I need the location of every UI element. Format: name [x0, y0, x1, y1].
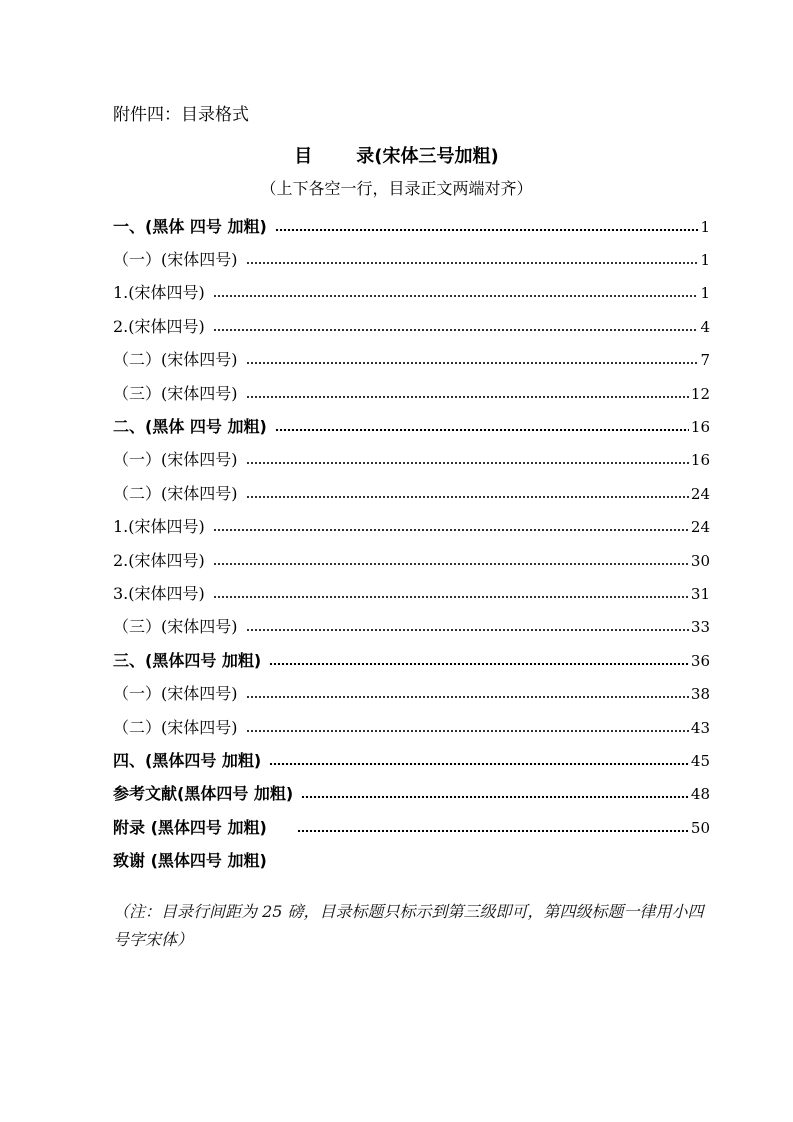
- toc-dot-leader: [213, 295, 699, 297]
- toc-page-number: 1: [700, 251, 710, 270]
- toc-entry: [113, 410, 710, 443]
- toc-entry-label: 2.(宋体四号): [113, 550, 205, 570]
- toc-entry-label: （二）(宋体四号): [113, 717, 238, 737]
- toc-entry-label: 1.(宋体四号): [113, 283, 205, 303]
- toc-entry: [113, 577, 710, 610]
- toc-dot-leader: [269, 663, 689, 665]
- toc-page-number: 30: [690, 551, 710, 570]
- toc-entry-label: 二、(黑体 四号 加粗): [113, 417, 267, 437]
- toc-dot-leader: [246, 262, 699, 264]
- toc-entry-label: （三）(宋体四号): [113, 617, 238, 637]
- toc-entry-label: （一）(宋体四号): [113, 684, 238, 704]
- toc-entry-label: 三、(黑体四号 加粗): [113, 650, 262, 670]
- attachment-title: 附件四：目录格式: [113, 105, 249, 125]
- toc-page-number: 12: [690, 384, 710, 403]
- toc-entry-label: 四、(黑体四号 加粗): [113, 750, 262, 770]
- toc-entry: [113, 744, 710, 777]
- toc-dot-leader: [246, 396, 689, 398]
- toc-entry: [113, 677, 710, 710]
- toc-subtitle: （上下各空一行，目录正文两端对齐）: [260, 179, 533, 198]
- toc-page-number: 7: [700, 351, 710, 370]
- toc-dot-leader: [246, 629, 689, 631]
- toc-dot-leader: [297, 830, 689, 832]
- toc-entry: [113, 210, 710, 243]
- toc-entry: [113, 711, 710, 744]
- toc-entry: [113, 844, 710, 877]
- toc-entry-label: 附录 (黑体四号 加粗): [113, 817, 267, 837]
- toc-page-number: 4: [700, 317, 710, 336]
- toc-entry-label: （二）(宋体四号): [113, 483, 238, 503]
- toc-entry: [113, 243, 710, 276]
- toc-page-number: 1: [700, 217, 710, 236]
- toc-page-number: 50: [690, 818, 710, 837]
- toc-entry: [113, 477, 710, 510]
- toc-entry-label: 1.(宋体四号): [113, 517, 205, 537]
- toc-entry-label: （一）(宋体四号): [113, 250, 238, 270]
- toc-dot-leader: [269, 763, 689, 765]
- toc-entry: [113, 778, 710, 811]
- toc-dot-leader: [246, 462, 689, 464]
- toc-dot-leader: [213, 596, 689, 598]
- toc-page-number: 16: [690, 418, 710, 437]
- toc-page-number: 43: [690, 718, 710, 737]
- format-note: （注：目录行间距为 25 磅，目录标题只标示到第三级即可，第四级标题一律用小四号字宋体）: [113, 902, 704, 949]
- toc-dot-leader: [213, 529, 689, 531]
- toc-dot-leader: [246, 730, 689, 732]
- toc-entry: [113, 310, 710, 343]
- toc-dot-leader: [246, 696, 689, 698]
- toc-dot-leader: [275, 229, 699, 231]
- toc-entry: [113, 377, 710, 410]
- toc-entry: [113, 444, 710, 477]
- toc-entry-label: 2.(宋体四号): [113, 316, 205, 336]
- toc-title-right: 录(宋体三号加粗): [356, 146, 499, 167]
- toc-page-number: 24: [690, 484, 710, 503]
- toc-page-number: 45: [690, 751, 710, 770]
- toc-page-number: 1: [700, 284, 710, 303]
- toc-page-number: 48: [690, 785, 710, 804]
- toc-dot-leader: [213, 329, 699, 331]
- toc-entry-label: 参考文献(黑体四号 加粗): [113, 784, 294, 804]
- toc-dot-leader: [246, 362, 699, 364]
- toc-page-number: 24: [690, 518, 710, 537]
- toc-title-left: 目: [294, 146, 313, 167]
- toc-entry-label: 3.(宋体四号): [113, 583, 205, 603]
- toc-entry-label: 一、(黑体 四号 加粗): [113, 216, 267, 236]
- toc-entry-label: （二）(宋体四号): [113, 350, 238, 370]
- toc-entry: [113, 611, 710, 644]
- toc-dot-leader: [275, 429, 689, 431]
- toc-entry: [113, 811, 710, 844]
- toc-entry-label: （一）(宋体四号): [113, 450, 238, 470]
- toc-dot-leader: [213, 563, 689, 565]
- toc-page-number: 16: [690, 451, 710, 470]
- toc-entry: [113, 344, 710, 377]
- toc-entry-label: （三）(宋体四号): [113, 383, 238, 403]
- toc-title: [0, 144, 793, 170]
- toc-page-number: 38: [690, 685, 710, 704]
- toc-page-number: 31: [690, 584, 710, 603]
- toc-page-number: 36: [690, 651, 710, 670]
- toc-entry: [113, 511, 710, 544]
- toc-entry-label: 致谢 (黑体四号 加粗): [113, 851, 267, 871]
- toc-dot-leader: [301, 796, 689, 798]
- toc-entry: [113, 277, 710, 310]
- toc-entry: [113, 644, 710, 677]
- toc-page-number: 33: [690, 618, 710, 637]
- toc-entry: [113, 544, 710, 577]
- toc-list: [113, 210, 710, 878]
- toc-dot-leader: [246, 496, 689, 498]
